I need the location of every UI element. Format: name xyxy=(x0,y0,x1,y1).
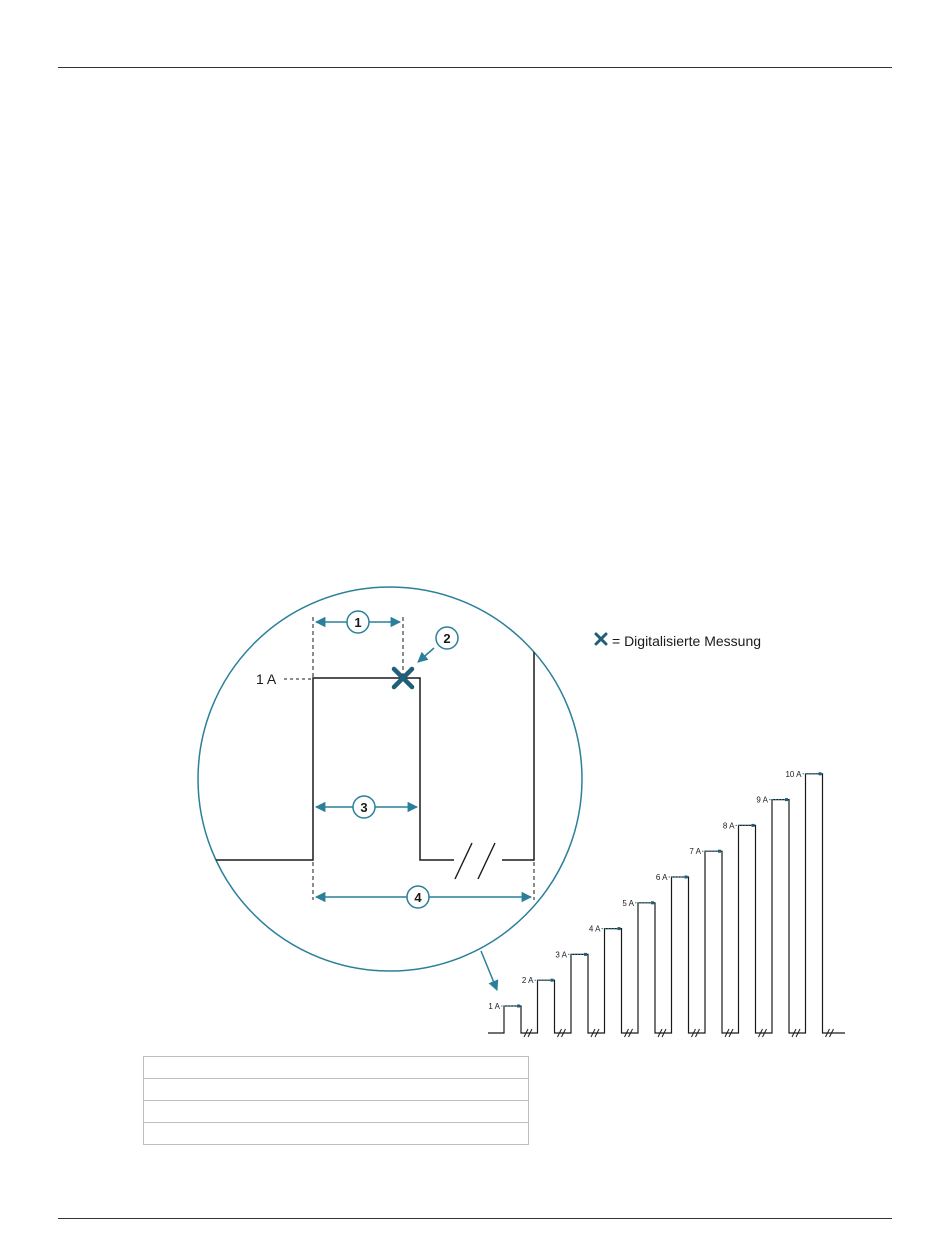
pointer-arrow-2 xyxy=(418,648,434,662)
staircase-level-label: 10 A xyxy=(785,769,802,779)
zoom-waveform xyxy=(200,640,534,860)
staircase-measurement-mark xyxy=(685,876,688,879)
staircase-waveform xyxy=(488,770,845,1037)
staircase-level-label: 7 A xyxy=(689,847,701,857)
zoom-pointer-arrow xyxy=(481,951,497,990)
staircase-level-label: 6 A xyxy=(655,873,668,882)
table-row xyxy=(144,1101,529,1123)
staircase-measurement-mark xyxy=(718,850,721,853)
svg-text:3: 3 xyxy=(360,800,368,815)
parameter-table xyxy=(143,1056,529,1145)
staircase-measurement-mark xyxy=(819,772,822,775)
callout-4 xyxy=(407,886,429,908)
staircase-level-label: 4 A xyxy=(588,924,601,934)
legend-x-mark-icon xyxy=(596,634,606,644)
staircase-measurement-mark xyxy=(651,901,654,904)
table-row xyxy=(144,1057,529,1079)
staircase-pulse-line xyxy=(488,774,845,1033)
staircase-level-label: 3 A xyxy=(555,950,567,960)
staircase-measurement-mark xyxy=(752,824,755,827)
table-cell xyxy=(144,1079,529,1101)
break-mark xyxy=(455,843,472,879)
table-row xyxy=(144,1123,529,1145)
break-mark xyxy=(478,843,495,879)
legend-text: = Digitalisierte Messung xyxy=(612,633,762,649)
zoom-circle xyxy=(198,587,582,971)
staircase-measurement-mark xyxy=(618,927,621,930)
staircase-measurement-mark xyxy=(785,798,788,801)
footer-rule xyxy=(58,1218,892,1219)
svg-text:2: 2 xyxy=(443,631,451,646)
callout-1 xyxy=(347,611,369,633)
staircase-level-label: 2 A xyxy=(521,976,534,986)
staircase-level-label: 8 A xyxy=(722,821,735,831)
svg-text:4: 4 xyxy=(414,890,422,905)
staircase-measurement-mark xyxy=(517,1005,520,1008)
staircase-measurement-mark xyxy=(551,979,554,982)
svg-text:1: 1 xyxy=(354,615,362,630)
legend xyxy=(596,633,761,649)
staircase-level-label: 5 A xyxy=(622,898,634,908)
table-cell xyxy=(144,1101,529,1123)
callout-3 xyxy=(353,796,375,818)
callout-2 xyxy=(436,627,458,649)
table-cell xyxy=(144,1123,529,1145)
staircase-level-label: 1 A xyxy=(488,1002,500,1011)
staircase-measurement-mark xyxy=(584,953,587,956)
table-cell xyxy=(144,1057,529,1079)
table-row xyxy=(144,1079,529,1101)
zoom-level-label: 1 A xyxy=(256,671,277,687)
staircase-level-label: 9 A xyxy=(756,795,768,805)
